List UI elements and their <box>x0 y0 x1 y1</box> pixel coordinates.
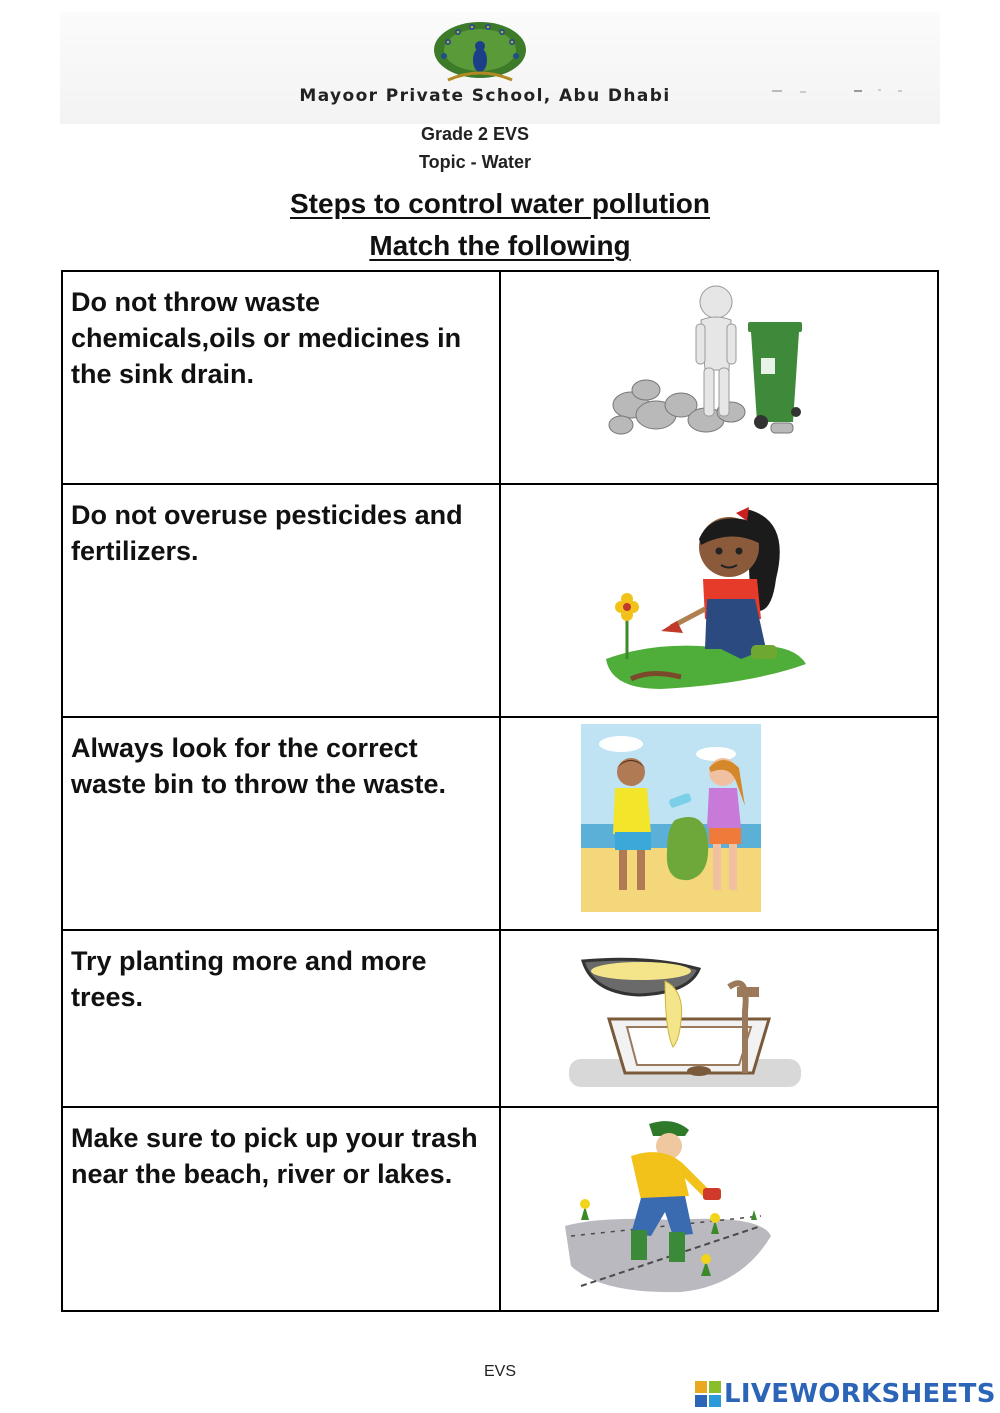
kids-collecting-trash-on-beach-picture[interactable] <box>581 724 761 912</box>
peacock-logo <box>428 20 532 86</box>
picture-cell <box>500 484 938 717</box>
picture-cell <box>500 930 938 1107</box>
picture-cell <box>500 1107 938 1311</box>
statement-cell <box>62 930 500 1107</box>
match-table <box>61 270 939 1312</box>
statement-text[interactable]: Make sure to pick up your trash near the beach, river or lakes. <box>71 1123 478 1189</box>
school-name: Mayoor Private School, Abu Dhabi <box>299 86 671 106</box>
statement-text[interactable]: Always look for the correct waste bin to throw the waste. <box>71 733 447 799</box>
statement-cell <box>62 271 500 484</box>
person-with-trash-and-bin-picture[interactable] <box>601 280 811 460</box>
liveworksheets-logo-icon <box>695 1381 721 1407</box>
statement-cell <box>62 484 500 717</box>
table-row <box>62 930 938 1107</box>
liveworksheets-brand[interactable] <box>695 1378 996 1410</box>
picture-cell <box>500 717 938 930</box>
oil-poured-into-sink-picture[interactable] <box>569 951 801 1091</box>
man-spraying-pesticide-on-weeds-picture[interactable] <box>561 1116 775 1296</box>
table-row <box>62 717 938 930</box>
grade-label: Grade 2 EVS <box>420 124 530 144</box>
table-row <box>62 484 938 717</box>
statement-cell <box>62 1107 500 1311</box>
topic-label: Topic - Water <box>419 152 531 172</box>
statement-cell <box>62 717 500 930</box>
worksheet-title: Steps to control water pollution <box>290 188 710 219</box>
statement-text[interactable]: Do not throw waste chemicals,oils or medicines in the sink drain. <box>71 287 462 389</box>
table-row <box>62 271 938 484</box>
girl-planting-flower-picture[interactable] <box>601 499 811 699</box>
worksheet-instruction: Match the following <box>369 230 631 261</box>
scan-specks <box>770 86 920 98</box>
statement-text[interactable]: Try planting more and more trees. <box>71 946 427 1012</box>
table-row <box>62 1107 938 1311</box>
brand-name: LIVEWORKSHEETS <box>724 1379 996 1409</box>
picture-cell <box>500 271 938 484</box>
footer-label: EVS <box>483 1363 516 1380</box>
statement-text[interactable]: Do not overuse pesticides and fertilizers. <box>71 500 463 566</box>
